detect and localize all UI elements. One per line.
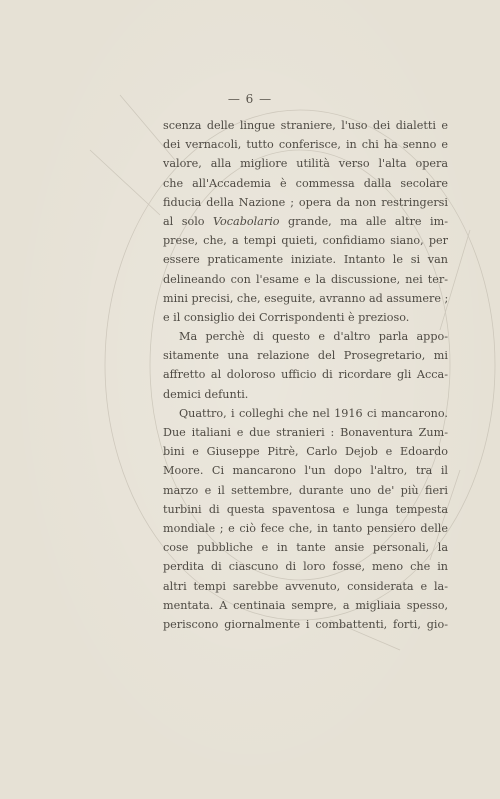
text-line: cose pubbliche e in tante ansie personali, la (163, 541, 448, 555)
text-line: Ma perchè di questo e d'altro parla appo- (179, 330, 448, 344)
text-line: perdita di ciascuno di loro fosse, meno che in (163, 560, 448, 574)
text-line: prese, che, a tempi quieti, confidiamo siano, per (163, 234, 448, 248)
text-line: mondiale ; e ciò fece che, in tanto pensiero delle (163, 521, 448, 535)
text-line: al solo Vocabolario grande, ma alle altre im- (163, 214, 448, 228)
text-line: Due italiani e due stranieri : Bonaventura Zum- (163, 426, 448, 439)
page-number: — 6 — (227, 92, 273, 106)
text-line: delineando con l'esame e la discussione, nei ter- (163, 272, 448, 286)
text-line: Moore. Ci mancarono l'un dopo l'altro, tra il (163, 464, 448, 478)
italic-title: Vocabolario (212, 214, 280, 228)
text-line: scenza delle lingue straniere, l'uso dei dialetti e (163, 119, 448, 132)
text-line: fiducia della Nazione ; opera da non restringersi (163, 195, 448, 209)
text-line: valore, alla migliore utilità verso l'alta opera (163, 157, 448, 171)
text-line: dei vernacoli, tutto conferisce, in chi ha senno e (163, 138, 448, 152)
text-line: marzo e il settembre, durante uno de' più fieri (163, 483, 448, 497)
text-line: Quattro, i colleghi che nel 1916 ci mancarono. (179, 406, 448, 420)
text-line: mentata. A centinaia sempre, a migliaia spesso, (163, 598, 448, 612)
text-line: periscono giornalmente i combattenti, forti, gio- (163, 617, 448, 631)
text-line: demici defunti. (163, 387, 249, 401)
body-text (163, 116, 448, 634)
text-line: affretto al doloroso ufficio di ricordare gli Acca- (163, 368, 448, 382)
text-line: sitamente una relazione del Prosegretario, mi (163, 349, 448, 363)
text-line: bini e Giuseppe Pitrè, Carlo Dejob e Edoardo (163, 445, 448, 459)
text-line: altri tempi sarebbe avvenuto, considerata e la- (163, 579, 448, 593)
text-line: turbini di questa spaventosa e lunga tempesta (163, 502, 448, 516)
text-line: che all'Accademia è commessa dalla secolare (163, 176, 448, 190)
text-line: mini precisi, che, eseguite, avranno ad assumere ; (163, 291, 449, 305)
text-line: e il consiglio dei Corrispondenti è prezioso. (163, 310, 410, 324)
text-line: essere praticamente iniziate. Intanto le si van (163, 253, 448, 267)
